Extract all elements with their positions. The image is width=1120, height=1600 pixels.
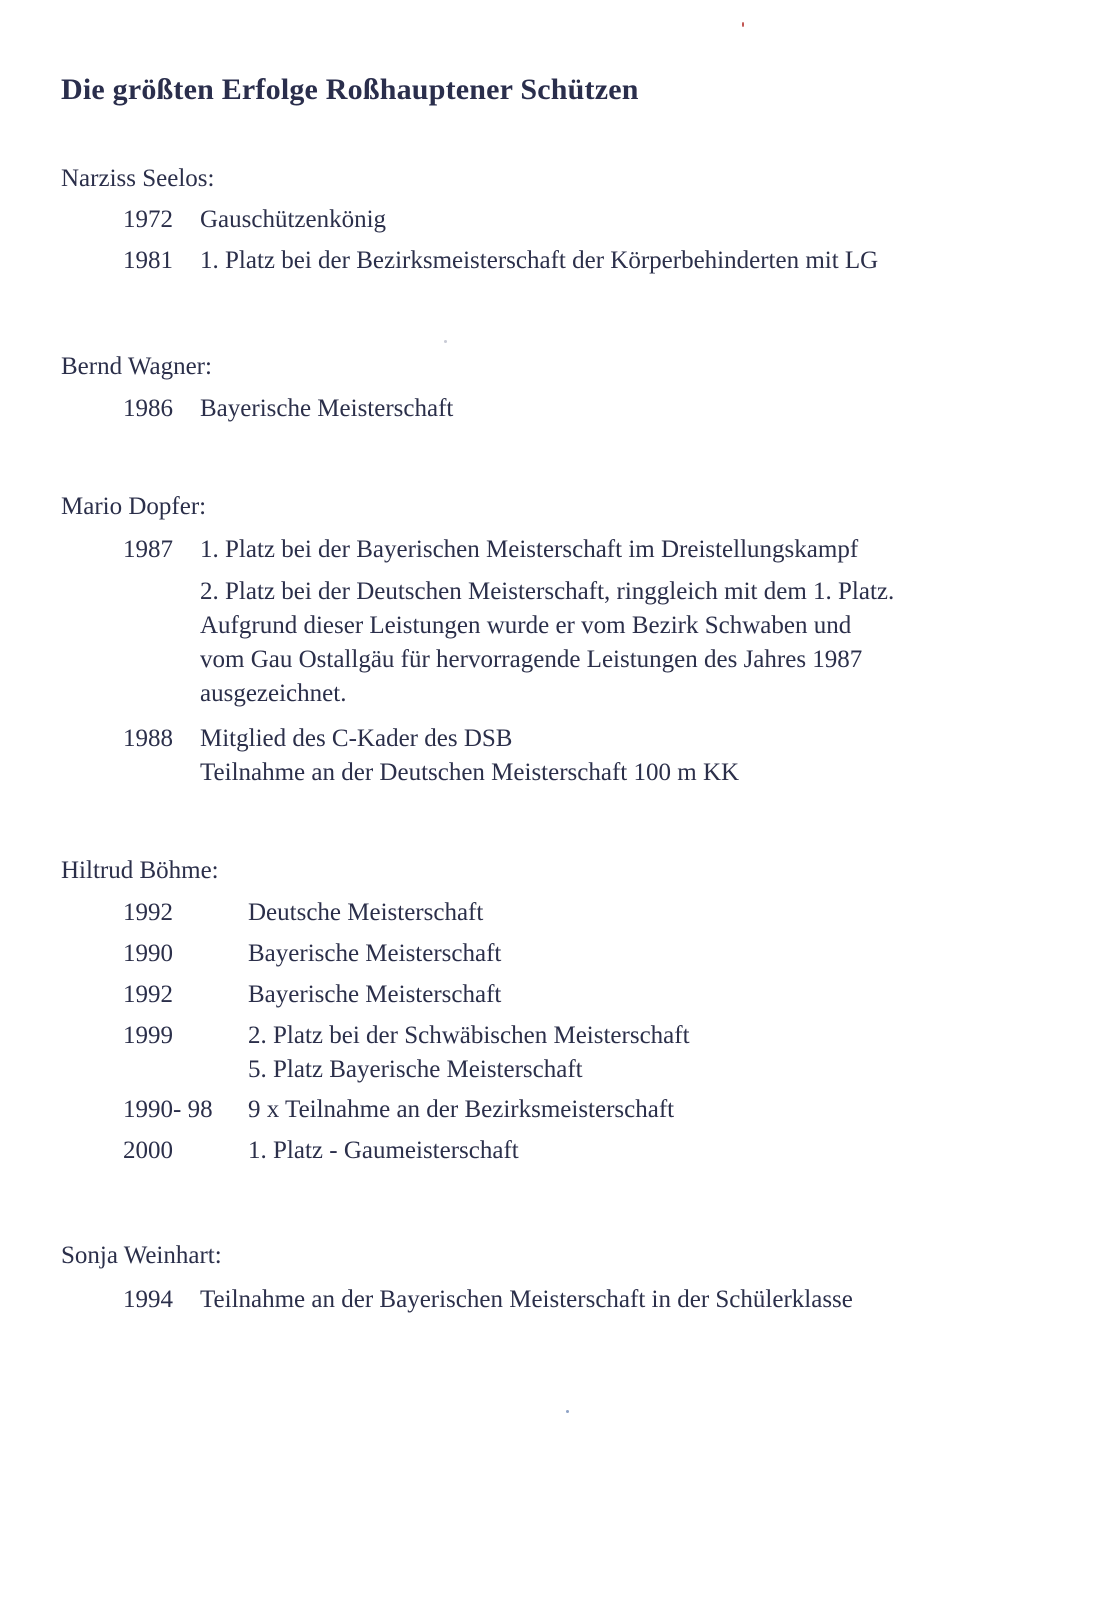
achievement-text: Gauschützenkönig <box>200 206 387 233</box>
achievement-text: Teilnahme an der Deutschen Meisterschaft 100 m KK <box>200 759 740 786</box>
achievement-text: Teilnahme an der Bayerischen Meisterschaft in der Schülerklasse <box>200 1286 853 1313</box>
person-name: Mario Dopfer: <box>61 493 207 520</box>
achievement-text: Bayerische Meisterschaft <box>200 395 454 422</box>
scan-speck <box>444 340 447 343</box>
achievement-year: 1990- 98 <box>123 1096 213 1123</box>
achievement-year: 1992 <box>123 899 173 926</box>
achievement-text: vom Gau Ostallgäu für hervorragende Leistungen des Jahres 1987 <box>200 646 863 673</box>
achievement-year: 1981 <box>123 247 173 274</box>
person-name: Narziss Seelos: <box>61 165 215 192</box>
achievement-text: Bayerische Meisterschaft <box>248 940 502 967</box>
achievement-year: 1972 <box>123 206 173 233</box>
achievement-year: 2000 <box>123 1137 173 1164</box>
scan-speck <box>566 1410 569 1413</box>
achievement-year: 1987 <box>123 536 173 563</box>
person-name: Sonja Weinhart: <box>61 1242 222 1269</box>
achievement-text: Aufgrund dieser Leistungen wurde er vom Bezirk Schwaben und <box>200 612 852 639</box>
achievement-year: 1992 <box>123 981 173 1008</box>
person-name: Hiltrud Böhme: <box>61 857 219 884</box>
page-title: Die größten Erfolge Roßhauptener Schützen <box>61 73 639 106</box>
achievement-year: 1986 <box>123 395 173 422</box>
achievement-text: 5. Platz Bayerische Meisterschaft <box>248 1056 583 1083</box>
achievement-text: Bayerische Meisterschaft <box>248 981 502 1008</box>
person-name: Bernd Wagner: <box>61 353 212 380</box>
achievement-text: 2. Platz bei der Deutschen Meisterschaft, ringgleich mit dem 1. Platz. <box>200 578 895 605</box>
achievement-text: 1. Platz bei der Bezirksmeisterschaft der Körperbehinderten mit LG <box>200 247 879 274</box>
achievement-year: 1988 <box>123 725 173 752</box>
achievement-text: Mitglied des C-Kader des DSB <box>200 725 513 752</box>
achievement-text: 2. Platz bei der Schwäbischen Meisterschaft <box>248 1022 690 1049</box>
achievement-year: 1994 <box>123 1286 173 1313</box>
achievement-text: Deutsche Meisterschaft <box>248 899 484 926</box>
achievement-text: 1. Platz - Gaumeisterschaft <box>248 1137 519 1164</box>
scan-speck <box>742 22 744 27</box>
achievement-text: ausgezeichnet. <box>200 680 347 707</box>
achievement-text: 1. Platz bei der Bayerischen Meisterschaft im Dreistellungskampf <box>200 536 859 563</box>
achievement-year: 1999 <box>123 1022 173 1049</box>
achievement-year: 1990 <box>123 940 173 967</box>
achievement-text: 9 x Teilnahme an der Bezirksmeisterschaft <box>248 1096 675 1123</box>
